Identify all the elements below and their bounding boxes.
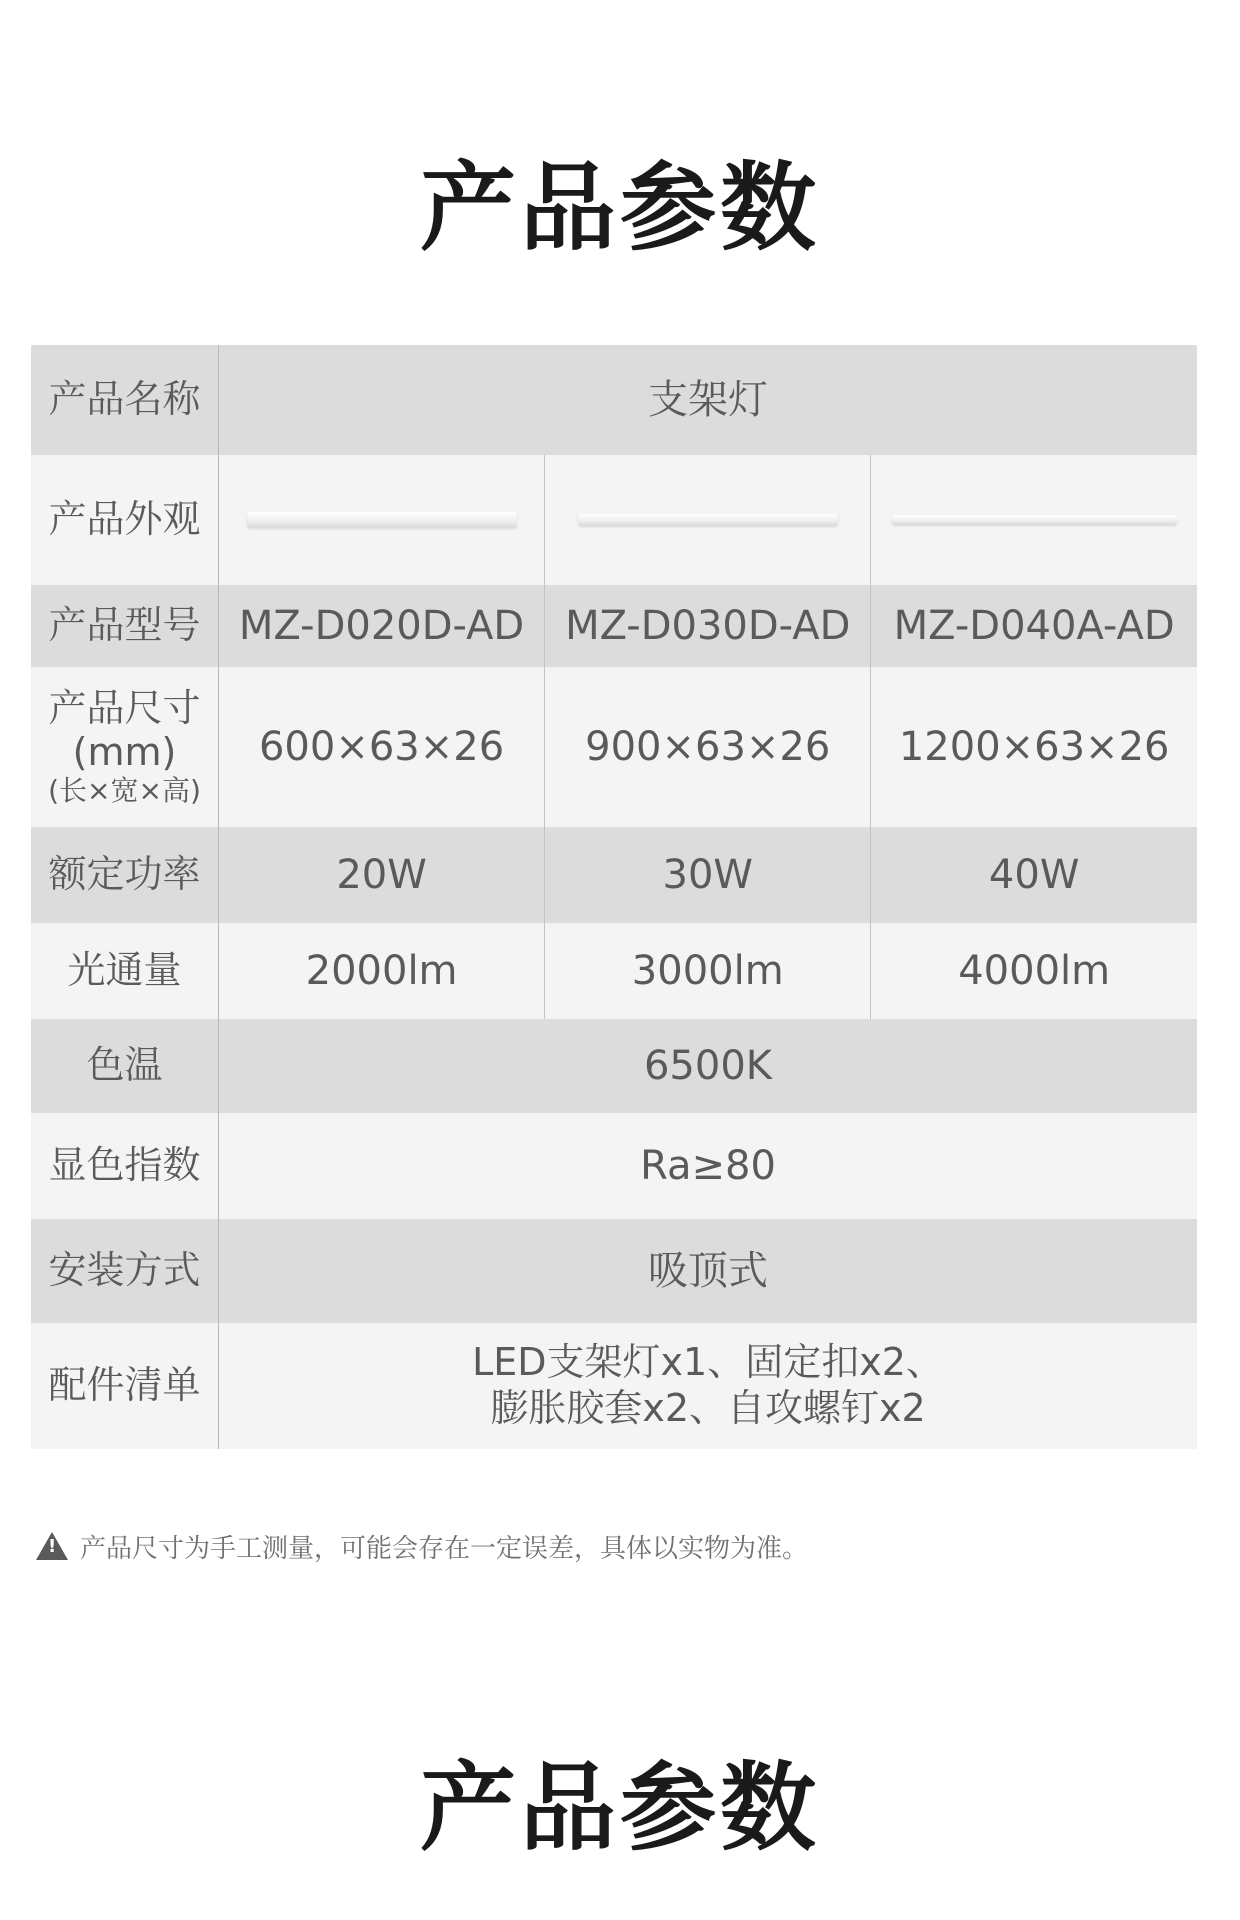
label-size: [31, 667, 219, 827]
label-luminous-flux: 光通量: [31, 923, 219, 1019]
table-row-size: [31, 667, 1197, 827]
table-row-accessories: [31, 1323, 1197, 1449]
warning-icon: [36, 1532, 68, 1560]
label-product-name: 产品名称: [31, 345, 219, 455]
label-color-temp: 色温: [31, 1019, 219, 1113]
accessories-line-1: LED支架灯x1、固定扣x2、: [472, 1340, 944, 1385]
value-power-2: 30W: [545, 827, 871, 923]
value-color-temp: 6500K: [643, 1043, 773, 1089]
value-cri: Ra≥80: [640, 1143, 776, 1189]
table-row-appearance: [31, 455, 1197, 585]
value-size-2: 900×63×26: [545, 667, 871, 827]
value-power-1: 20W: [219, 827, 545, 923]
value-installation: 吸顶式: [648, 1248, 768, 1294]
value-size-3: 1200×63×26: [898, 724, 1170, 770]
label-cri: 显色指数: [31, 1113, 219, 1219]
spec-table: [31, 345, 1197, 1449]
lamp-image-40w: [892, 515, 1177, 525]
table-row-luminous-flux: [31, 923, 1197, 1019]
value-flux-3: 4000lm: [958, 948, 1111, 994]
value-product-name: 支架灯: [648, 377, 768, 423]
label-size-line1: 产品尺寸: [48, 686, 201, 731]
page-title: 产品参数: [420, 152, 820, 264]
table-row-cri: [31, 1113, 1197, 1219]
label-size-line2: (mm): [72, 729, 177, 774]
value-flux-1: 2000lm: [219, 923, 545, 1019]
table-row-rated-power: [31, 827, 1197, 923]
value-model-3: MZ-D040A-AD: [893, 603, 1175, 649]
note-text: 产品尺寸为手工测量，可能会存在一定误差，具体以实物为准。: [80, 1534, 809, 1564]
value-model-2: MZ-D030D-AD: [545, 585, 871, 667]
value-flux-2: 3000lm: [545, 923, 871, 1019]
value-power-3: 40W: [988, 852, 1080, 898]
lamp-image-30w: [578, 514, 838, 526]
value-model-1: MZ-D020D-AD: [219, 585, 545, 667]
table-row-installation: [31, 1219, 1197, 1323]
table-row-model: [31, 585, 1197, 667]
page-title-bottom: 产品参数: [420, 1752, 820, 1864]
label-accessories: 配件清单: [31, 1323, 219, 1449]
table-row-color-temp: [31, 1019, 1197, 1113]
measurement-note: [36, 1528, 808, 1565]
value-size-1: 600×63×26: [219, 667, 545, 827]
label-rated-power: 额定功率: [31, 827, 219, 923]
label-installation: 安装方式: [31, 1219, 219, 1323]
table-row-product-name: [31, 345, 1197, 455]
accessories-line-2: 膨胀胶套x2、自攻螺钉x2: [490, 1386, 926, 1430]
label-size-line3: (长×宽×高): [48, 773, 201, 807]
label-appearance: 产品外观: [31, 455, 219, 585]
value-accessories: [219, 1323, 1198, 1449]
lamp-image-20w: [247, 512, 517, 528]
label-model: 产品型号: [31, 585, 219, 667]
